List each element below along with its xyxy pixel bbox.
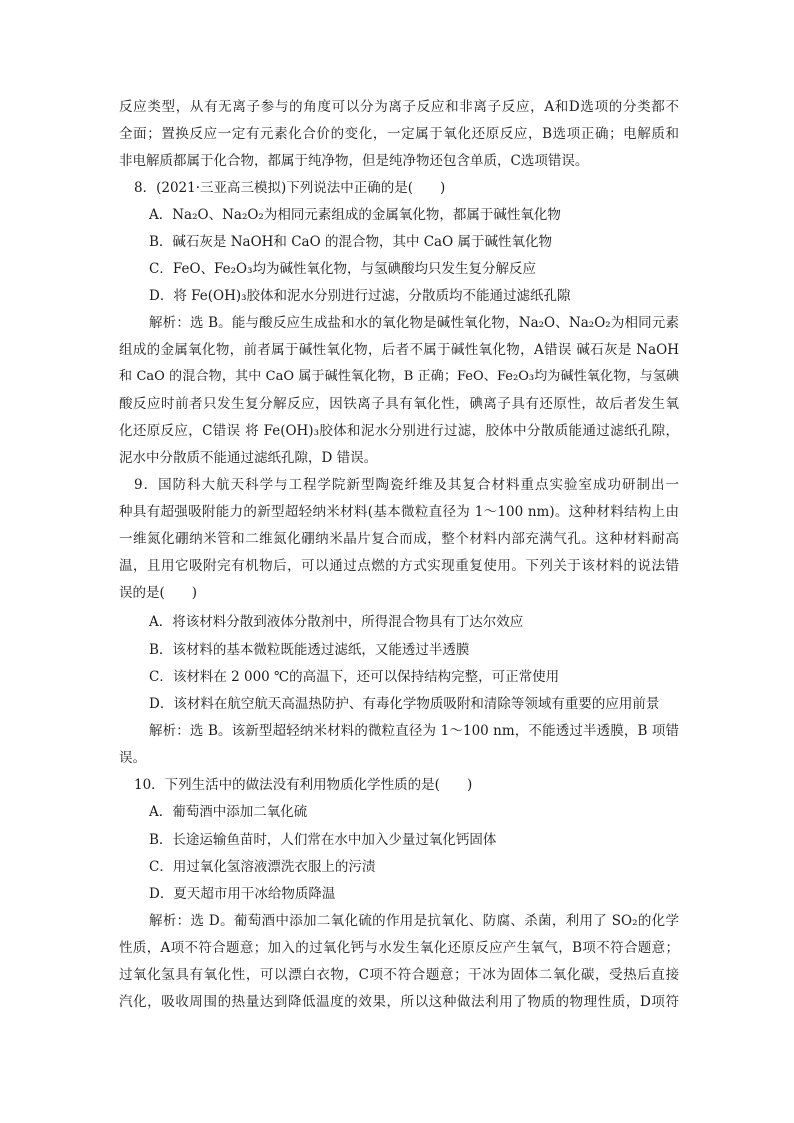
question-9-stem: 9．国防科大航天科学与工程学院新型陶瓷纤维及其复合材料重点实验室成功研制出一: [134, 477, 679, 493]
analysis-line: 解析：选 D。葡萄酒中添加二氧化硫的作用是抗氧化、防腐、杀菌，利用了 SO₂的化学: [149, 913, 679, 929]
question-10-stem: 10．下列生活中的做法没有利用物质化学性质的是( ): [134, 777, 473, 793]
analysis-line: 过氧化氢具有氧化性，可以漂白衣物，C项不符合题意；干冰为固体二氧化碳，受热后直接: [119, 967, 679, 983]
analysis-line: 和 CaO 的混合物，其中 CaO 属于碱性氧化物，B 正确；FeO、Fe₂O₃均为碱性氧化物，与氢碘: [119, 369, 679, 384]
option-c: C．用过氧化氢溶液漂洗衣服上的污渍: [149, 859, 376, 875]
question-9-stem: 种具有超强吸附能力的新型超轻纳米材料(基本微粒直径为 1～100 nm)。这种材料结构上由: [119, 504, 679, 520]
question-9-stem: 一维氮化硼纳米管和二维氮化硼纳米晶片复合而成，整个材料内部充满气孔。这种材料耐高: [119, 531, 679, 547]
option-d: D．该材料在航空航天高温热防护、有毒化学物质吸附和清除等领域有重要的应用前景: [149, 696, 660, 712]
option-b: B．长途运输鱼苗时，人们常在水中加入少量过氧化钙固体: [149, 832, 497, 848]
analysis-line: 解析：选 B。该新型超轻纳米材料的微粒直径为 1～100 nm，不能透过半透膜，B 项错: [149, 723, 679, 739]
option-c: C．FeO、Fe₂O₃均为碱性氧化物，与氢碘酸均只发生复分解反应: [149, 261, 537, 277]
analysis-line: 解析：选 B。能与酸反应生成盐和水的氧化物是碱性氧化物，Na₂O、Na₂O₂为相同元素: [149, 315, 679, 331]
option-d: D．将 Fe(OH)₃胶体和泥水分别进行过滤，分散质均不能通过滤纸孔隙: [149, 288, 571, 304]
option-c: C．该材料在 2 000 ℃的高温下，还可以保持结构完整，可正常使用: [149, 669, 560, 685]
analysis-line: 性质，A项不符合题意；加入的过氧化钙与水发生氧化还原反应产生氧气，B项不符合题意；: [119, 940, 679, 956]
analysis-line: 组成的金属氧化物，前者属于碱性氧化物，后者不属于碱性氧化物，A错误 碱石灰是 NaOH: [119, 342, 679, 358]
option-a: A．葡萄酒中添加二氧化硫: [149, 804, 308, 820]
analysis-line: 泥水中分散质不能通过滤纸孔隙，D 错误。: [119, 450, 378, 466]
option-d: D．夏天超市用干冰给物质降温: [149, 886, 336, 902]
text-line: 非电解质都属于化合物，都属于纯净物，但是纯净物还包含单质，C选项错误。: [119, 153, 589, 169]
analysis-line: 化还原反应，C错误 将 Fe(OH)₃胶体和泥水分别进行过滤，胶体中分散质能通过滤纸孔隙，: [119, 423, 679, 439]
option-b: B．该材料的基本微粒既能透过滤纸，又能透过半透膜: [149, 642, 470, 658]
option-a: A．将该材料分散到液体分散剂中，所得混合物具有丁达尔效应: [149, 614, 524, 630]
question-9-stem: 温，且用它吸附完有机物后，可以通过点燃的方式实现重复使用。下列关于该材料的说法错: [119, 558, 679, 574]
option-b: B．碱石灰是 NaOH和 CaO 的混合物，其中 CaO 属于碱性氧化物: [149, 234, 552, 250]
text-line: 反应类型，从有无离子参与的角度可以分为离子反应和非离子反应，A和D选项的分类都不: [119, 99, 679, 115]
analysis-line: 酸反应时前者只发生复分解反应，因铁离子具有氧化性，碘离子具有还原性，故后者发生氧: [119, 396, 679, 412]
option-a: A．Na₂O、Na₂O₂为相同元素组成的金属氧化物，都属于碱性氧化物: [149, 207, 561, 223]
question-8-stem: 8．(2021·三亚高三模拟)下列说法中正确的是( ): [134, 180, 446, 196]
text-line: 全面；置换反应一定有元素化合价的变化，一定属于氧化还原反应，B选项正确；电解质和: [119, 126, 679, 142]
question-9-stem: 误的是( ): [119, 585, 198, 601]
analysis-line: 误。: [119, 750, 146, 766]
analysis-line: 汽化，吸收周围的热量达到降低温度的效果，所以这种做法利用了物质的物理性质，D项符: [119, 994, 679, 1010]
